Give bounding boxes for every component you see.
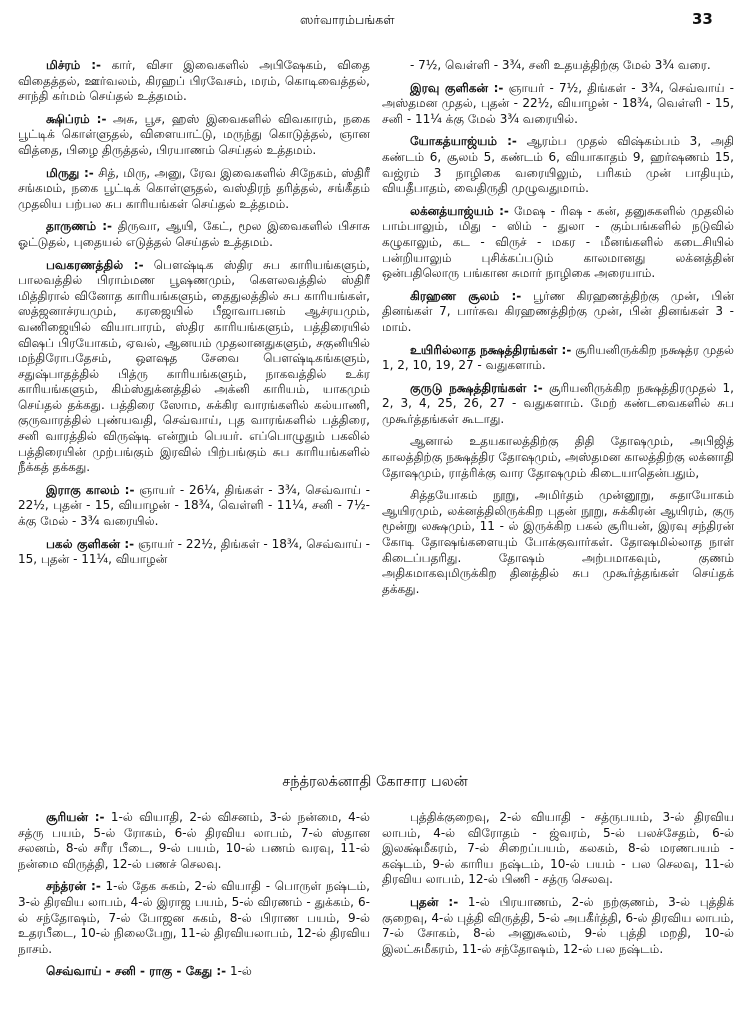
paragraph	[18, 219, 370, 250]
paragraph	[18, 112, 370, 159]
term-heading: லக்னத்யாஜ்யம் :-	[410, 203, 509, 218]
paragraph	[382, 204, 734, 282]
term-heading: புதன் :-	[410, 894, 459, 909]
paragraph	[18, 483, 370, 530]
term-heading: தாருணம் :-	[46, 219, 112, 234]
paragraph	[18, 879, 370, 957]
term-heading: இராகு காலம் :-	[46, 482, 135, 497]
term-heading: இரவு குளிகன் :-	[410, 80, 504, 95]
paragraph	[18, 964, 370, 980]
paragraph-text: ஆனால் உதயகாலத்திற்கு திதி தோஷமும், அபிஜித் காலத்திற்கு நக்ஷத்திர தோஷமும், அஸ்தமன காலத்திற்கு லக்னாதி தோஷமும், ராத்ரிக்கு வார தோஷமும் கிடையாதென்பதும்,	[382, 434, 734, 480]
paragraph-text: பூர்ண கிரஹணத்திற்கு முன், பின் தினங்கள் 7, பார்சுவ கிரஹணத்திற்கு முன், பின் தினங்கள் 3 - மாம்.	[382, 288, 734, 334]
paragraph	[382, 895, 734, 957]
right-column	[382, 58, 734, 778]
paragraph	[382, 289, 734, 336]
paragraph-text: அசு, பூச, ஹஸ் இவைகளில் விவகாரம், நகை பூட்டிக் கொள்ளுதல், விளையாட்டு, மருந்து கொடுத்தல், ஞான வித்தை, பிழை திருத்தல், பிரயாணம் செய்தல் உத்தமம்.	[18, 111, 371, 157]
paragraph	[18, 810, 370, 872]
paragraph-text: மேஷ - ரிஷ - கன், தனுசுகளில் முதலில் பாம்பாலும், மிது - ஸிம் - துலா - கும்பங்களில் நடுவில் கழுகாலும், கட - விருச் - மகர - மீனங்களில் கடைசியில் பன்றியாலும் புசிக்கப்படும் காலமானது லக்னத்தின் ஒன்பதிலொரு பங்கான சுமார் நாழிகை அரையாம்.	[382, 203, 735, 281]
term-heading: உயிரில்லாத நக்ஷத்திரங்கள் :-	[410, 342, 572, 357]
paragraph-text: சித், மிரு, அனு, ரேவ இவைகளில் சிநேகம், ஸ்திரீ சங்கமம், நகை பூட்டிக் கொள்ளுதல், வஸ்திரந் தரித்தல், சங்கீதம் முதலிய பற்பல சுப காரியங்கள் செய்தல் உத்தமம்.	[18, 165, 370, 211]
paragraph-text: ஞாயர் - 7½, திங்கள் - 3¾, செவ்வாய் - அஸ்தமன முதல், புதன் - 22½, வியாழன் - 18¾, வெள்ளி - 15, சனி - 11¼ க்கு மேல் 3¾ வரையில்.	[382, 80, 734, 126]
term-heading: பகல் குளிகன் :-	[46, 536, 135, 551]
paragraph	[382, 58, 734, 74]
page-number: 33	[692, 10, 713, 28]
term-heading: செவ்வாய் - சனி - ராகு - கேது :-	[46, 964, 227, 979]
paragraph-text: புத்திக்குறைவு, 2-ல் வியாதி - சத்ருபயம், 3-ல் திரவிய லாபம், 4-ல் விரோதம் - ஜ்வரம், 5-ல் பலச்சேதம், 6-ல் இலக்ஷ்மீகரம், 7-ல் சிறைப்பயம், கலகம், 8-ல் மரணபயம் - கஷ்டம், 9-ல் காரிய நஷ்டம், 10-ல் பயம் - பல செலவு, 11-ல் திரவிய லாபம், 12-ல் பிணி - சத்ரு செலவு.	[382, 810, 734, 887]
left-column	[18, 58, 370, 646]
section-title: சந்த்ரலக்னாதி கோசார பலன்	[282, 774, 468, 790]
paragraph-text: 1-ல் வியாதி, 2-ல் விசனம், 3-ல் நன்மை, 4-ல் சத்ரு பயம், 5-ல் ரோகம், 6-ல் திரவிய லாபம், 7-ல் ஸ்தான சலனம், 8-ல் சரீர பீடை, 9-ல் பயம், 10-ல் பணம் வரவு, 11-ல் நன்மை விருத்தி, 12-ல் பணச் செலவு.	[18, 810, 370, 871]
page-header	[0, 8, 750, 34]
term-heading: மிச்ரம் :-	[46, 58, 102, 72]
paragraph-text: 1-ல்	[226, 964, 252, 979]
paragraph	[382, 134, 734, 196]
paragraph-text: 1-ல் பிரயாணம், 2-ல் நற்குணம், 3-ல் புத்திக் குறைவு, 4-ல் புத்தி விருத்தி, 5-ல் அபகீர்த்தி, 6-ல் திரவிய லாபம், 7-ல் சோகம், 8-ல் அனுகூலம், 9-ல் புத்தி மறதி, 10-ல் இலட்சுமீகரம், 11-ல் சந்தோஷம், 12-ல் பல நஷ்டம்.	[382, 894, 735, 956]
right-column-lower	[382, 810, 734, 1000]
paragraph	[382, 810, 734, 888]
term-heading: கிரஹண சூலம் :-	[410, 288, 522, 303]
term-heading: சூரியன் :-	[46, 810, 105, 824]
paragraph	[18, 258, 370, 476]
paragraph	[382, 488, 734, 597]
term-heading: சந்த்ரன் :-	[46, 879, 101, 894]
paragraph-text: திருவா, ஆயி, கேட், மூல இவைகளில் பிசாசு ஓட்டுதல், புதையல் எடுத்தல் செய்தல் உத்தமம்.	[18, 219, 370, 249]
paragraph	[382, 343, 734, 374]
paragraph	[382, 81, 734, 128]
paragraph	[18, 58, 370, 105]
paragraph-text: பௌஷ்டிக ஸ்திர சுப காரியங்களும், பாலவத்தில் பிராம்மண பூஷணமும், கௌலவத்தில் ஸ்திரீ மித்திரால் வினோத காரியங்களும், தைதுலத்தில் சுப காரியங்கள், ஸத்ஜனாச்ரயமும், கரஜையில் பீஜாவாபனம் ஆச்ரயமும், வணிஜையில் வியாபாரம், ஸ்திர காரியங்களும், பத்திரையில் விஷப் பிரயோகம், ஏவல், ஆனயம் முதலானதுகளும், சகுனியில் மந்திரோபதேசம், ஔஷத சேவை பௌஷ்டிகங்களும், சதுஷ்பாதத்தில் பித்ரு காரியங்களும், நாகவத்தில் உக்ர காரியங்களும், கிம்ஸ்துக்னத்தில் அக்னி காரியம், யாகமும் செய்தல் தக்கது. பத்திரை ஸோம, சுக்கிர வாரங்களில் கல்யாணி, குருவாரத்தில் புண்யவதி, செவ்வாய், புத வாரங்களில் பத்திரை, சனி வாரத்தில் விருஷ்டி என்றும் பெயர். எப்பொழுதும் பகலில் பத்திரையின் முற்பங்கும் இரவில் பிற்பங்கும் சுப காரியங்களில் நீக்கத் தக்கது.	[18, 257, 371, 475]
term-heading: மிருது :-	[46, 165, 94, 180]
term-heading: க்ஷிப்ரம் :-	[46, 111, 107, 126]
paragraph	[18, 537, 370, 568]
paragraph-text: ஞாயர் - 26¼, திங்கள் - 3¾, செவ்வாய் - 22½, புதன் - 15, வியாழன் - 18¾, வெள்ளி - 11¼, சனி - 7½-க்கு மேல் - 3¾ வரையில்.	[18, 482, 370, 529]
paragraph-text: ஆரம்ப முதல் விஷ்கம்பம் 3, அதி கண்டம் 6, சூலம் 5, கண்டம் 6, வியாகாதம் 9, ஹர்ஷணம் 15, வஜ்ரம் 3 நாழிகை வரையிலும், பரிகம் முன் பாதியும், வியதீபாதம், வைதிருதி முழுவதுமாம்.	[382, 134, 734, 196]
running-title: ஸர்வாரம்பங்கள்	[300, 12, 395, 27]
left-column-lower	[18, 810, 370, 1000]
paragraph	[382, 381, 734, 428]
paragraph-text: சூரியனிருக்கிற நக்ஷத்ர முதல் 1, 2, 10, 19, 27 - வதுகளாம்.	[382, 342, 734, 373]
term-heading: குருடு நக்ஷத்திரங்கள் :-	[410, 380, 543, 395]
paragraph	[382, 434, 734, 481]
paragraph-text: சூரியனிருக்கிற நக்ஷத்திரமுதல் 1, 2, 3, 4, 25, 26, 27 - வதுகளாம். மேற் கண்டவைகளில் சுப முகூர்த்தங்கள் கூடாது.	[382, 380, 734, 426]
paragraph-text: சித்தயோகம் நூறு, அமிர்தம் முன்னூறு, சுதாயோகம் ஆயிரமும், லக்னத்திலிருக்கிற புதன் நூறு, சுக்கிரன் ஆயிரம், குரு மூன்று லக்ஷமும், 11 - ல் இருக்கிற பகல் சூரியன், இரவு சந்திரன் கோடி தோஷங்களையும் போக்குவார்கள். தோஷமில்லாத நாள் கிடைப்பதரிது. தோஷம் அற்பமாகவும், குணம் அதிகமாகவுமிருக்கிற தினத்தில் சுப முகூர்த்தங்கள் செய்தக் தக்கது.	[382, 488, 734, 596]
paragraph	[18, 166, 370, 213]
paragraph-text: ஞாயர் - 22½, திங்கள் - 18¾, செவ்வாய் - 15, புதன் - 11¼, வியாழன்	[18, 536, 371, 567]
paragraph-text: - 7½, வெள்ளி - 3¾, சனி உதயத்திற்கு மேல் 3¾ வரை.	[410, 58, 711, 72]
term-heading: பவகரணத்தில் :-	[46, 257, 144, 272]
term-heading: யோகத்யாஜ்யம் :-	[410, 134, 517, 149]
paragraph-text: 1-ல் தேக சுகம், 2-ல் வியாதி - பொருள் நஷ்டம், 3-ல் திரவிய லாபம், 4-ல் இராஜ பயம், 5-ல் விரணம் - துக்கம், 6-ல் சந்தோஷம், 7-ல் போஜன சுகம், 8-ல் பிராண பயம், 9-ல் உதரபீடை, 10-ல் நிலைபேறு, 11-ல் திரவியலாபம், 12-ல் திரவிய நாசம்.	[18, 879, 370, 956]
paragraph-text: கார், விசா இவைகளில் அபிஷேகம், விதை விதைத்தல், ஊர்வலம், கிரஹப் பிரவேசம், மரம், கொடிவைத்தல், சாந்தி கர்மம் செய்தல் உத்தமம்.	[18, 58, 370, 104]
